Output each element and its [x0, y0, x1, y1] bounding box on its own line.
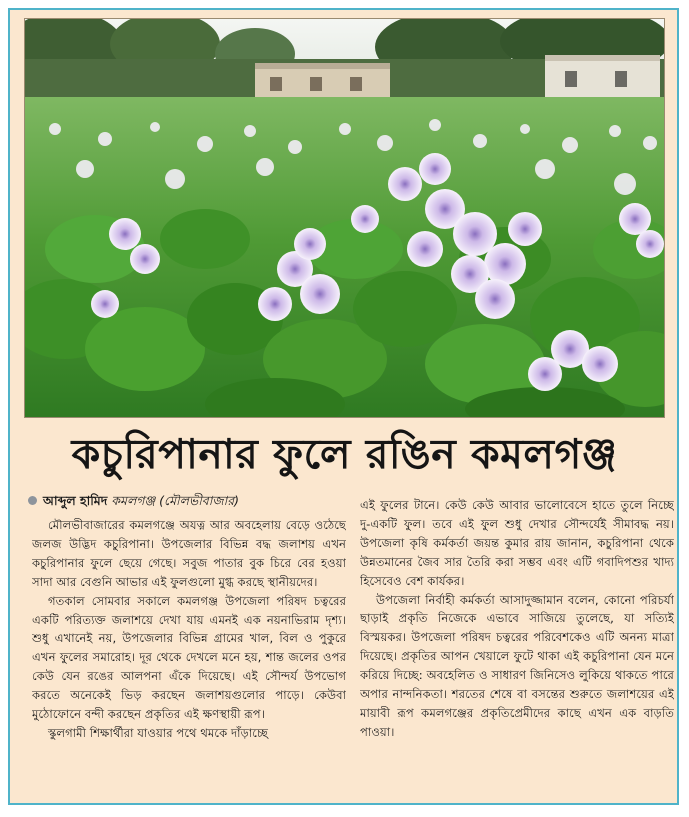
- article-column-left: [32, 516, 346, 802]
- photo-illustration: [25, 19, 664, 417]
- water-hyacinth-photo: [24, 18, 665, 418]
- paragraph: গতকাল সোমবার সকালে কমলগঞ্জ উপজেলা পরিষদ চত্বরের একটি পরিত্যক্ত জলাশয়ে দেখা যায় এমনই এক নয়নাভিরাম দৃশ্য। শুধু এখানেই নয়, উপজেলার বিভিন্ন গ্রামের খাল, বিল ও পুকুরে এখন ফুলের সমারোহ। দূর থেকে দেখলে মনে হয়, শান্ত জলের ওপর কেউ যেন রঙের আলপনা এঁকে দিয়েছে। এই সৌন্দর্য উপভোগ করতে অনেকেই ভিড় করছেন জলাশয়গুলোর পাড়ে। কেউবা মুঠোফোনে বন্দী করছেন প্রকৃতির এই ক্ষণস্থায়ী রূপ।: [32, 593, 346, 722]
- paragraph: স্কুলগামী শিক্ষার্থীরা যাওয়ার পথে থমকে দাঁড়াচ্ছে: [48, 725, 269, 740]
- author-name: আব্দুল হামিদ: [43, 493, 108, 508]
- bullet-icon: [28, 496, 37, 505]
- headline: কচুরিপানার ফুলে রঙিন কমলগঞ্জ: [71, 430, 618, 478]
- dateline-location: কমলগঞ্জ (মৌলভীবাজার): [111, 493, 239, 508]
- paragraph: মৌলভীবাজারের কমলগঞ্জে অযত্ন আর অবহেলায় বেড়ে ওঠেছে জলজ উদ্ভিদ কচুরিপানা। উপজেলার বিভিন্ন বদ্ধ জলাশয় এখন কচুরিপানার ফুলে ছেয়ে গেছে। সবুজ পাতার বুক চিরে বের হওয়া সাদা আর বেগুনি আভার এই ফুলগুলো মুগ্ধ করছে স্থানীয়দের।: [32, 518, 346, 589]
- byline: [28, 491, 353, 511]
- article-column-right: [360, 496, 674, 800]
- paragraph: এই ফুলের টানে। কেউ কেউ আবার ভালোবেসে হাতে তুলে নিচ্ছে দু-একটি ফুল। তবে এই ফুল শুধু দেখার সৌন্দর্যেই সীমাবদ্ধ নয়। উপজেলা কৃষি কর্মকর্তা জয়ন্ত কুমার রায় জানান, কচুরিপানা থেকে উন্নতমানের জৈব সার তৈরি করা সম্ভব এবং এটি গবাদিপশুর খাদ্য হিসেবেও বেশ কার্যকর।: [360, 498, 674, 588]
- newspaper-clipping: [8, 8, 679, 805]
- paragraph: উপজেলা নির্বাহী কর্মকর্তা আসাদুজ্জামান বলেন, কোনো পরিচর্যা ছাড়াই প্রকৃতি নিজেকে এভাবে সাজিয়ে তুলেছে, যা সত্যিই বিস্ময়কর। উপজেলা পরিষদ চত্বরের পরিবেশকেও এটি অনন্য মাত্রা দিয়েছে। প্রকৃতির আপন খেয়ালে ফুটে থাকা এই কচুরিপানা যেন মনে করিয়ে দিচ্ছে: অবহেলিত ও সাধারণ জিনিসেও লুকিয়ে থাকতে পারে অপার নান্দনিকতা। শরতের শেষে বা বসন্তের শুরুতে জলাশয়ের এই মায়াবী রূপ কমলগঞ্জের প্রকৃতিপ্রেমীদের কাছে এখন এক বাড়তি পাওয়া।: [360, 592, 674, 739]
